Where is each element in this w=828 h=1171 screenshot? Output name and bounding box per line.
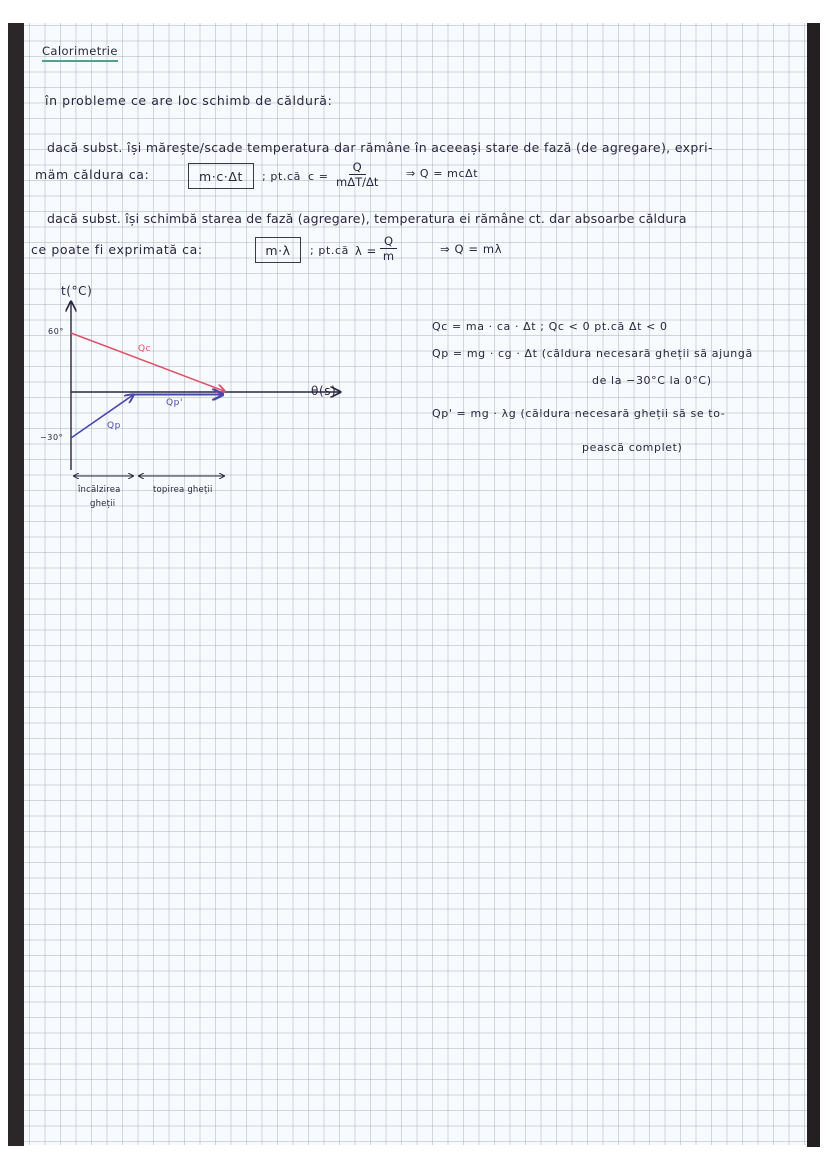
series-qc-label: Qc xyxy=(138,344,152,354)
fraction-lambda-numerator: Q xyxy=(380,234,397,249)
boxed-formula-mcdt: m·c·Δt xyxy=(188,163,254,189)
y-tick-neg30: −30° xyxy=(40,433,64,442)
eq-lhs-c: c = xyxy=(308,170,329,183)
equation-qc: Qc = ma · ca · Δt ; Qc < 0 pt.că Δt < 0 xyxy=(432,320,668,333)
y-axis-label: t(°C) xyxy=(61,284,93,298)
paragraph2-line1: dacă subst. își schimbă starea de fază (agregare), temperatura ei rămâne ct. dar absoarbe căldura xyxy=(47,211,687,226)
fraction-c-denominator: mΔT/Δt xyxy=(336,175,379,189)
paragraph1-line1: dacă subst. își mărește/scade temperatura dar rămâne în aceeași stare de fază (de agregare), expri- xyxy=(47,140,713,155)
span-melting-label: topirea gheții xyxy=(153,485,213,495)
result-q-mcdt: ⇒ Q = mcΔt xyxy=(406,167,479,180)
fraction-c-numerator: Q xyxy=(349,160,366,175)
equation-qp-prime-cont: pească complet) xyxy=(582,441,683,454)
page-title: Calorimetrie xyxy=(42,44,118,62)
series-qp-line xyxy=(71,395,133,438)
y-tick-60: 60° xyxy=(48,327,64,336)
equation-qp: Qp = mg · cg · Δt (căldura necesară gheții să ajungă xyxy=(432,347,753,360)
because-text-2: ; pt.că xyxy=(310,244,349,257)
fraction-lambda-denominator: m xyxy=(382,249,395,263)
paragraph1-line2: mäm căldura ca: xyxy=(35,167,150,182)
result-q-mlambda: ⇒ Q = mλ xyxy=(440,242,503,256)
boxed-formula-mlambda: m·λ xyxy=(255,237,301,263)
series-qc-line xyxy=(71,333,224,391)
x-axis-label: θ(s) xyxy=(311,384,337,398)
eq-lhs-lambda: λ = xyxy=(355,244,377,258)
because-text-1: ; pt.că xyxy=(262,170,301,183)
intro-text: în probleme ce are loc schimb de căldură: xyxy=(45,93,333,108)
equation-qp-cont: de la −30°C la 0°C) xyxy=(592,374,712,387)
span-heating-label-line2: gheții xyxy=(90,499,116,509)
span-heating-label-line1: încălzirea xyxy=(78,485,121,495)
series-qp-label: Qp xyxy=(107,421,121,431)
series-qp-prime-label: Qp' xyxy=(166,398,184,408)
equation-qp-prime: Qp' = mg · λg (căldura necesară gheții să se to- xyxy=(432,407,726,420)
paragraph2-line2: ce poate fi exprimată ca: xyxy=(31,242,203,257)
